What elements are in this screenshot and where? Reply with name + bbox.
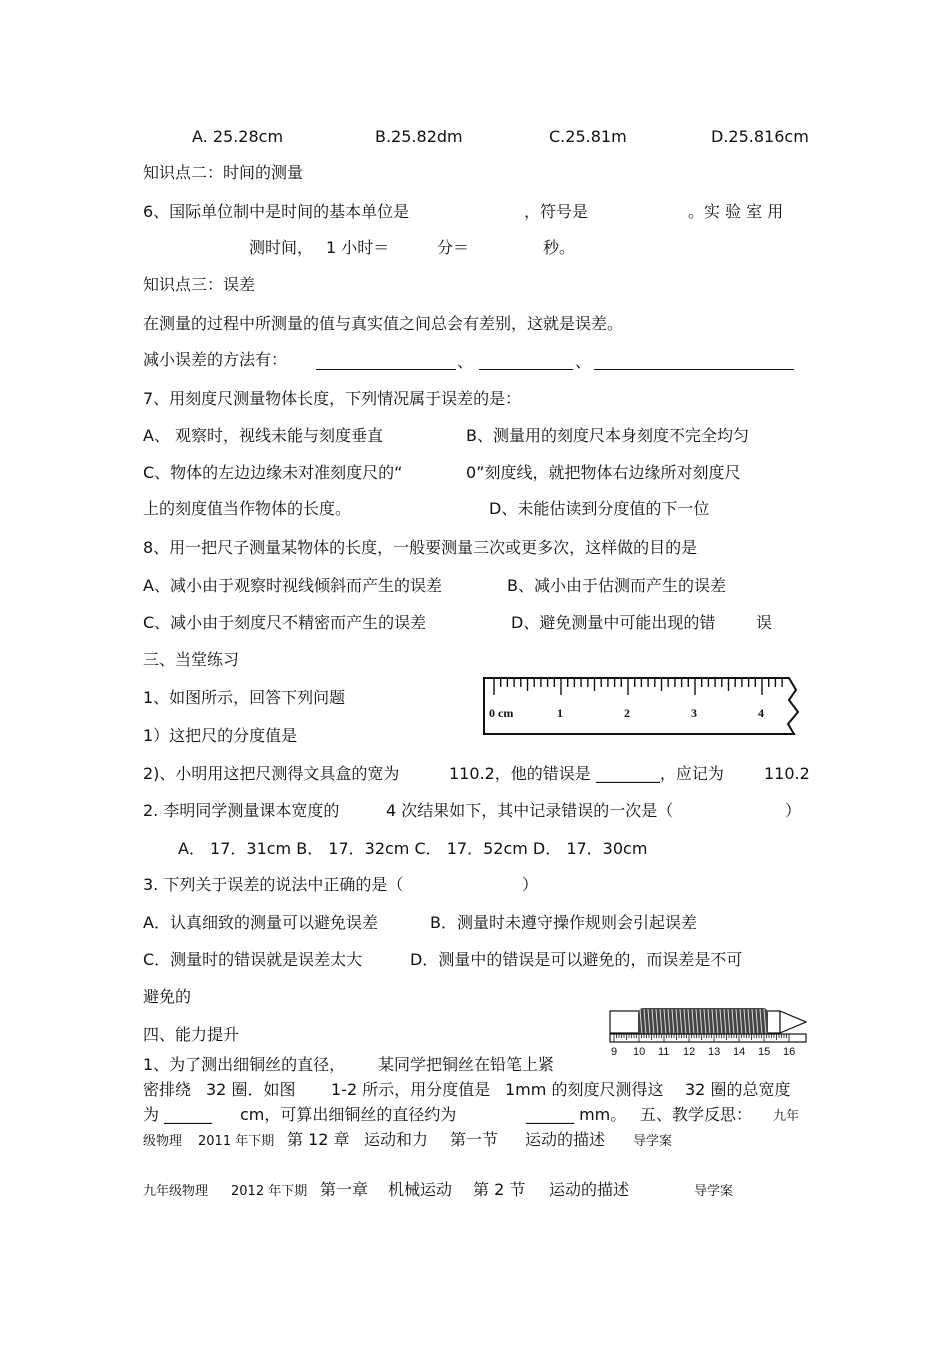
s3-q3-b: ）	[522, 875, 539, 894]
q6-part2: ，符号是	[524, 202, 589, 221]
s4-q1-2d: 1mm 的刻度尺测得这	[505, 1080, 664, 1099]
s4-q1-3a: 为 ______	[143, 1105, 213, 1124]
footer2-g: 导学案	[694, 1184, 734, 1199]
wire-ruler-label: 9	[611, 1046, 618, 1058]
q7-option-c-2: 上的刻度值当作物体的长度。	[143, 499, 352, 518]
s4-q1-2c: 1-2 所示，用分度值是	[331, 1080, 491, 1099]
wire-ruler-label: 10	[633, 1046, 646, 1058]
ruler-label: 0 cm	[489, 706, 514, 720]
s4-q1-2a: 密排绕	[143, 1080, 192, 1099]
q8-option-d-a: D、避免测量中可能出现的错	[511, 613, 716, 632]
s3-q3-a: 3. 下列关于误差的说法中正确的是（	[143, 875, 404, 894]
s4-q1-1a: 1、为了测出细铜丝的直径，	[143, 1055, 346, 1074]
reduce-error-blank-2[interactable]	[479, 369, 573, 370]
s3-q2-b: 4 次结果如下，其中记录错误的一次是（	[386, 801, 674, 820]
s3-q2-a: 2. 李明同学测量课本宽度的	[143, 801, 340, 820]
q6-line2-b: 1 小时＝	[326, 238, 390, 257]
s3-q3-option-d: D．测量中的错误是可以避免的，而误差是不可	[410, 950, 743, 969]
q7-option-d: D、未能估读到分度值的下一位	[489, 499, 710, 518]
s3-q1-2c: 110.2	[764, 764, 810, 783]
q8-stem: 8、用一把尺子测量某物体的长度，一般要测量三次或更多次，这样做的目的是	[143, 538, 698, 557]
q8-option-c: C、减小由于刻度尺不精密而产生的误差	[143, 613, 427, 632]
s3-q3-option-d-cont: 避免的	[143, 987, 192, 1006]
footer2-e: 第 2 节	[473, 1180, 526, 1199]
wire-ruler-label: 11	[658, 1046, 670, 1058]
q6-line2-a: 测时间，	[249, 238, 314, 257]
footer1-b: 2011 年下期	[198, 1134, 275, 1149]
wire-ruler-label: 12	[683, 1046, 696, 1058]
error-definition: 在测量的过程中所测量的值与真实值之间总会有差别，这就是误差。	[143, 314, 624, 333]
reduce-error-blank-3[interactable]	[594, 369, 794, 370]
ruler-label: 2	[624, 706, 630, 720]
kp2-heading: 知识点二：时间的测量	[143, 163, 304, 182]
s3-q3-option-c: C．测量时的错误就是误差太大	[143, 950, 363, 969]
reduce-error-blank-1[interactable]	[316, 369, 456, 370]
footer1-c: 第 12 章	[287, 1130, 350, 1149]
q7-option-a: A、 观察时，视线未能与刻度垂直	[143, 426, 384, 445]
q5-option-d: D.25.816cm	[711, 127, 809, 146]
q8-option-b: B、减小由于估测而产生的误差	[507, 576, 726, 595]
footer1-e: 第一节	[450, 1130, 499, 1149]
reduce-error-sep-1: 、	[457, 352, 474, 371]
q8-option-a: A、减小由于观察时视线倾斜而产生的误差	[143, 576, 442, 595]
wire-ruler-label: 13	[708, 1046, 721, 1058]
s4-q1-3b: cm，可算出细铜丝的直径约为	[240, 1105, 457, 1124]
footer2-b: 2012 年下期	[231, 1184, 308, 1199]
ruler-label: 3	[691, 706, 697, 720]
q6-part3: 。实 验 室 用	[688, 202, 784, 221]
s4-q1-1b: 某同学把铜丝在铅笔上紧	[378, 1055, 555, 1074]
q8-option-d-b: 误	[756, 613, 773, 632]
footer2-c: 第一章	[320, 1180, 369, 1199]
s4-q1-2b: 32 圈．如图	[206, 1080, 296, 1099]
s3-q1-1: 1）这把尺的分度值是	[143, 726, 298, 745]
footer1-d: 运动和力	[364, 1130, 429, 1149]
ruler-figure	[482, 676, 802, 740]
s3-q1-stem: 1、如图所示，回答下列问题	[143, 688, 346, 707]
kp3-heading: 知识点三：误差	[143, 275, 256, 294]
q6-line2-c: 分＝	[437, 238, 470, 257]
section3-heading: 三、当堂练习	[143, 650, 240, 669]
s3-q2-options: A． 17．31cm B． 17．32cm C． 17．52cm D． 17．30cm	[178, 839, 648, 858]
q7-option-b: B、测量用的刻度尺本身刻度不完全均匀	[466, 426, 749, 445]
footer1-g: 导学案	[633, 1134, 673, 1149]
footer2-d: 机械运动	[388, 1180, 453, 1199]
s3-q3-option-a: A．认真细致的测量可以避免误差	[143, 913, 378, 932]
q7-option-c-1b: 0”刻度线，就把物体右边缘所对刻度尺	[466, 463, 741, 482]
q5-option-a: A. 25.28cm	[192, 127, 284, 146]
q5-option-c: C.25.81m	[549, 127, 627, 146]
wire-ruler-label: 14	[733, 1046, 746, 1058]
reduce-error-sep-2: 、	[575, 352, 592, 371]
q7-stem: 7、用刻度尺测量物体长度，下列情况属于误差的是：	[143, 389, 522, 408]
section4-heading: 四、能力提升	[143, 1025, 240, 1044]
s4-q1-3c: ______ mm。	[526, 1105, 627, 1124]
s3-q3-option-b: B．测量时未遵守操作规则会引起误差	[430, 913, 697, 932]
wire-coil-figure	[608, 1001, 808, 1059]
q6-line2-d: 秒。	[543, 238, 576, 257]
footer2-f: 运动的描述	[549, 1180, 630, 1199]
s4-q1-2e: 32 圈的总宽度	[685, 1080, 791, 1099]
footer1-a: 级物理	[143, 1134, 183, 1149]
s4-q1-3d: 五、教学反思：	[640, 1105, 753, 1124]
q6-part1: 6、国际单位制中是时间的基本单位是	[143, 202, 410, 221]
s4-q1-3e: 九年	[773, 1109, 800, 1124]
wire-ruler-label: 16	[783, 1046, 796, 1058]
ruler-label: 4	[758, 706, 764, 720]
q7-option-c-1a: C、物体的左边边缘未对准刻度尺的“	[143, 463, 403, 482]
q5-option-b: B.25.82dm	[375, 127, 463, 146]
footer2-a: 九年级物理	[143, 1184, 209, 1199]
s3-q1-2b: 110.2，他的错误是 ________，应记为	[449, 764, 724, 783]
footer1-f: 运动的描述	[525, 1130, 606, 1149]
ruler-label: 1	[557, 706, 563, 720]
wire-ruler-label: 15	[758, 1046, 771, 1058]
s3-q2-c: ）	[785, 801, 802, 820]
reduce-error-label: 减小误差的方法有：	[143, 350, 288, 369]
s3-q1-2a: 2)、小明用这把尺测得文具盒的宽为	[143, 764, 400, 783]
